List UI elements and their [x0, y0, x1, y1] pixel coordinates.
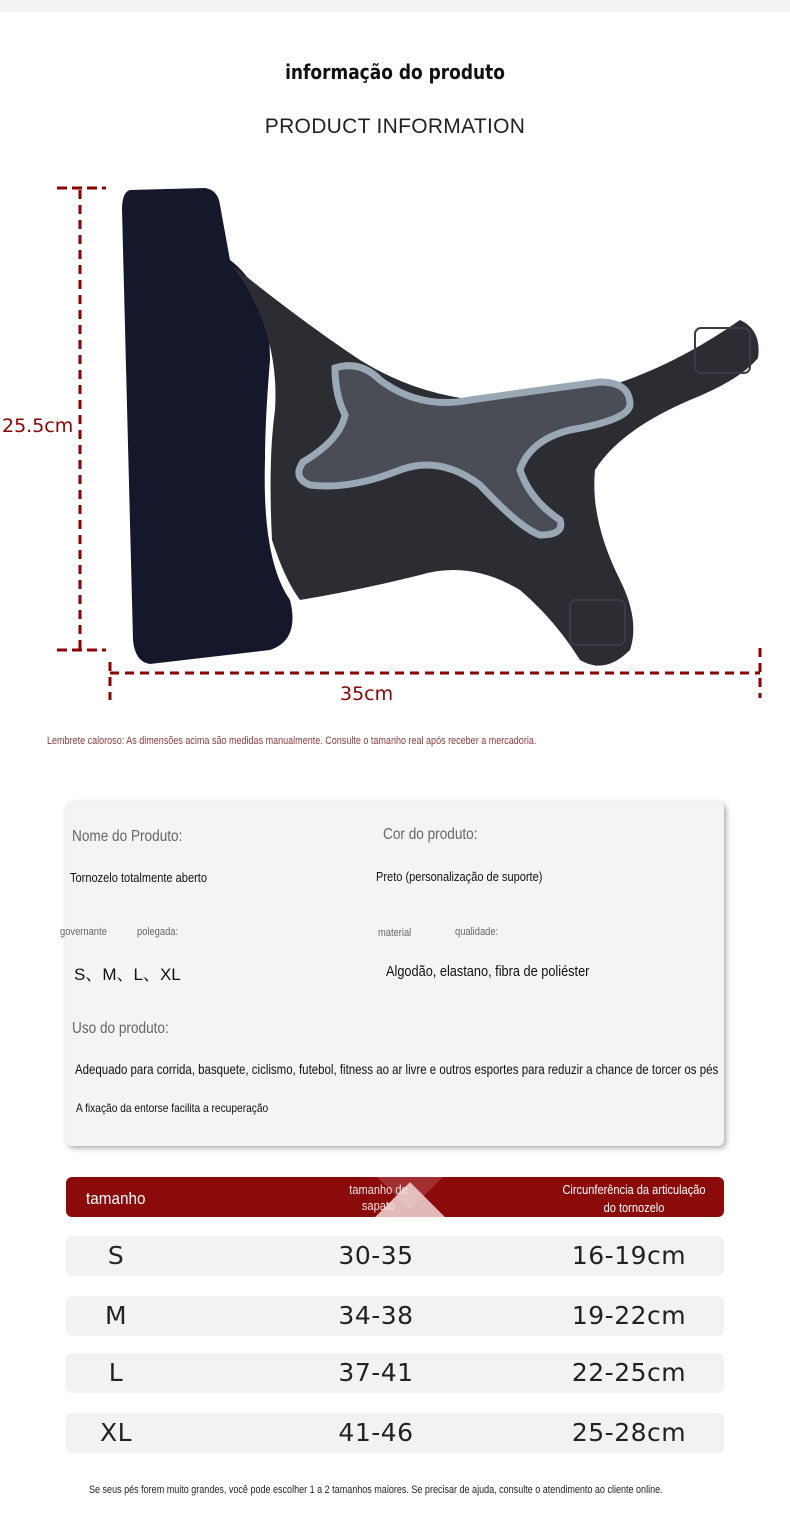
- usage-line-1: Adequado para corrida, basquete, ciclismo, futebol, fitness ao ar livre e outros esportes para reduzir a chance de torcer os pés: [75, 1061, 719, 1077]
- top-bar: [0, 0, 790, 12]
- size-advice-note: Se seus pés forem muito grandes, você pode escolher 1 a 2 tamanhos maiores. Se precisar de ajuda, consulte o atendimento ao cliente online.: [89, 1484, 663, 1496]
- size-label-part1: governante: [60, 926, 107, 938]
- page-title: informação do produto: [285, 60, 505, 84]
- material-label-part2: qualidade:: [455, 926, 499, 938]
- shoe-size-cell: 37-41: [338, 1358, 414, 1387]
- height-dimension-label: 25.5cm: [2, 415, 74, 437]
- size-cell: S: [107, 1241, 125, 1270]
- size-cell: XL: [99, 1418, 133, 1447]
- size-cell: M: [104, 1301, 128, 1330]
- header-shoe-size: tamanho de sapato: [349, 1182, 408, 1213]
- size-cell: L: [108, 1358, 124, 1387]
- measurement-note: Lembrete caloroso: As dimensões acima são medidas manualmente. Consulte o tamanho real após receber a mercadoria.: [47, 735, 537, 747]
- material-value: Algodão, elastano, fibra de poliéster: [386, 963, 590, 980]
- header-size: tamanho: [86, 1189, 146, 1208]
- circumference-cell: 25-28cm: [571, 1418, 687, 1447]
- size-label-part2: polegada:: [137, 926, 179, 938]
- circumference-cell: 22-25cm: [571, 1358, 687, 1387]
- header-ankle-circumference: Circunferência da articulação do tornozelo: [562, 1182, 706, 1215]
- width-dimension-label: 35cm: [340, 683, 394, 705]
- table-row: [66, 1296, 724, 1336]
- velcro-strap: [122, 188, 293, 664]
- shoe-size-cell: 41-46: [338, 1418, 414, 1447]
- product-color-value: Preto (personalização de suporte): [376, 869, 543, 884]
- product-color-label: Cor do produto:: [383, 826, 478, 843]
- product-image: [0, 160, 790, 700]
- page-subtitle: PRODUCT INFORMATION: [264, 115, 526, 138]
- material-label-part1: material: [378, 927, 412, 939]
- table-row: [66, 1413, 724, 1453]
- circumference-cell: 16-19cm: [571, 1241, 687, 1270]
- shoe-size-cell: 30-35: [338, 1241, 414, 1270]
- circumference-cell: 19-22cm: [571, 1301, 687, 1330]
- table-row: [66, 1236, 724, 1276]
- shoe-size-cell: 34-38: [338, 1301, 414, 1330]
- usage-label: Uso do produto:: [72, 1020, 169, 1037]
- product-name-label: Nome do Produto:: [72, 828, 183, 845]
- table-row: [66, 1353, 724, 1393]
- size-table-header: [66, 1177, 724, 1217]
- usage-line-2: A fixação da entorse facilita a recuperação: [76, 1101, 269, 1115]
- product-name-value: Tornozelo totalmente aberto: [70, 870, 207, 885]
- size-value: S、M、L、XL: [74, 965, 181, 984]
